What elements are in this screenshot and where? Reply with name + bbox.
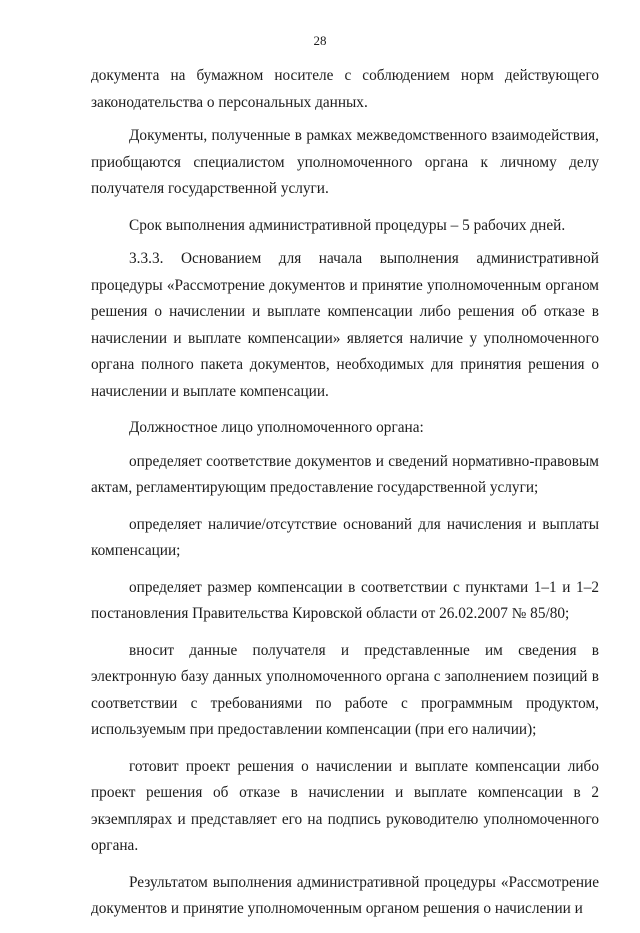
paragraph-procedure-term: Срок выполнения административной процедуры – 5 рабочих дней. [129, 216, 566, 234]
paragraph-official-heading: Должностное лицо уполномоченного органа: [129, 419, 424, 436]
paragraph-duty-database: вносит данные получателя и представленные им сведения в электронную базу данных уполномоченного органа с заполнением позиций в соответствии с требованиями по работе с программным продуктом, используемым при предоставлении компенсации (при его наличии); [91, 641, 599, 738]
paragraph-section-3-3-3: 3.3.3. Основанием для начала выполнения административной процедуры «Рассмотрение документов и принятие уполномоченным органом решения о начислении и выплате компенсации либо решения об отказе в начислении и выплате компенсации» является наличие у уполномоченного органа полного пакета документов, необходимых для принятия решения о начислении и выплате компенсации. [91, 250, 599, 400]
paragraph-duty-draft-decision: готовит проект решения о начислении и выплате компенсации либо проект решения об отказе в начислении и выплате компенсации в 2 экземплярах и представляет его на подпись руководителю уполномоченного органа. [91, 757, 599, 854]
document-body [91, 63, 599, 933]
page-number: 28 [313, 33, 327, 48]
paragraph-duty-compliance: определяет соответствие документов и сведений нормативно-правовым актам, регламентирующим предоставление государственной услуги; [91, 452, 599, 496]
paragraph-procedure-result: Результатом выполнения административной процедуры «Рассмотрение документов и принятие уполномоченным органом решения о начислении и [91, 873, 599, 917]
paragraph-interagency-documents: Документы, полученные в рамках межведомственного взаимодействия, приобщаются специалистом уполномоченного органа к личному делу получателя государственной услуги. [91, 127, 599, 197]
paragraph-duty-grounds: определяет наличие/отсутствие оснований для начисления и выплаты компенсации; [91, 515, 599, 559]
paragraph-continuation: документа на бумажном носителе с соблюдением норм действующего законодательства о персональных данных. [91, 67, 599, 111]
paragraph-duty-amount: определяет размер компенсации в соответствии с пунктами 1–1 и 1–2 постановления Правительства Кировской области от 26.02.2007 № 85/80; [91, 578, 599, 622]
